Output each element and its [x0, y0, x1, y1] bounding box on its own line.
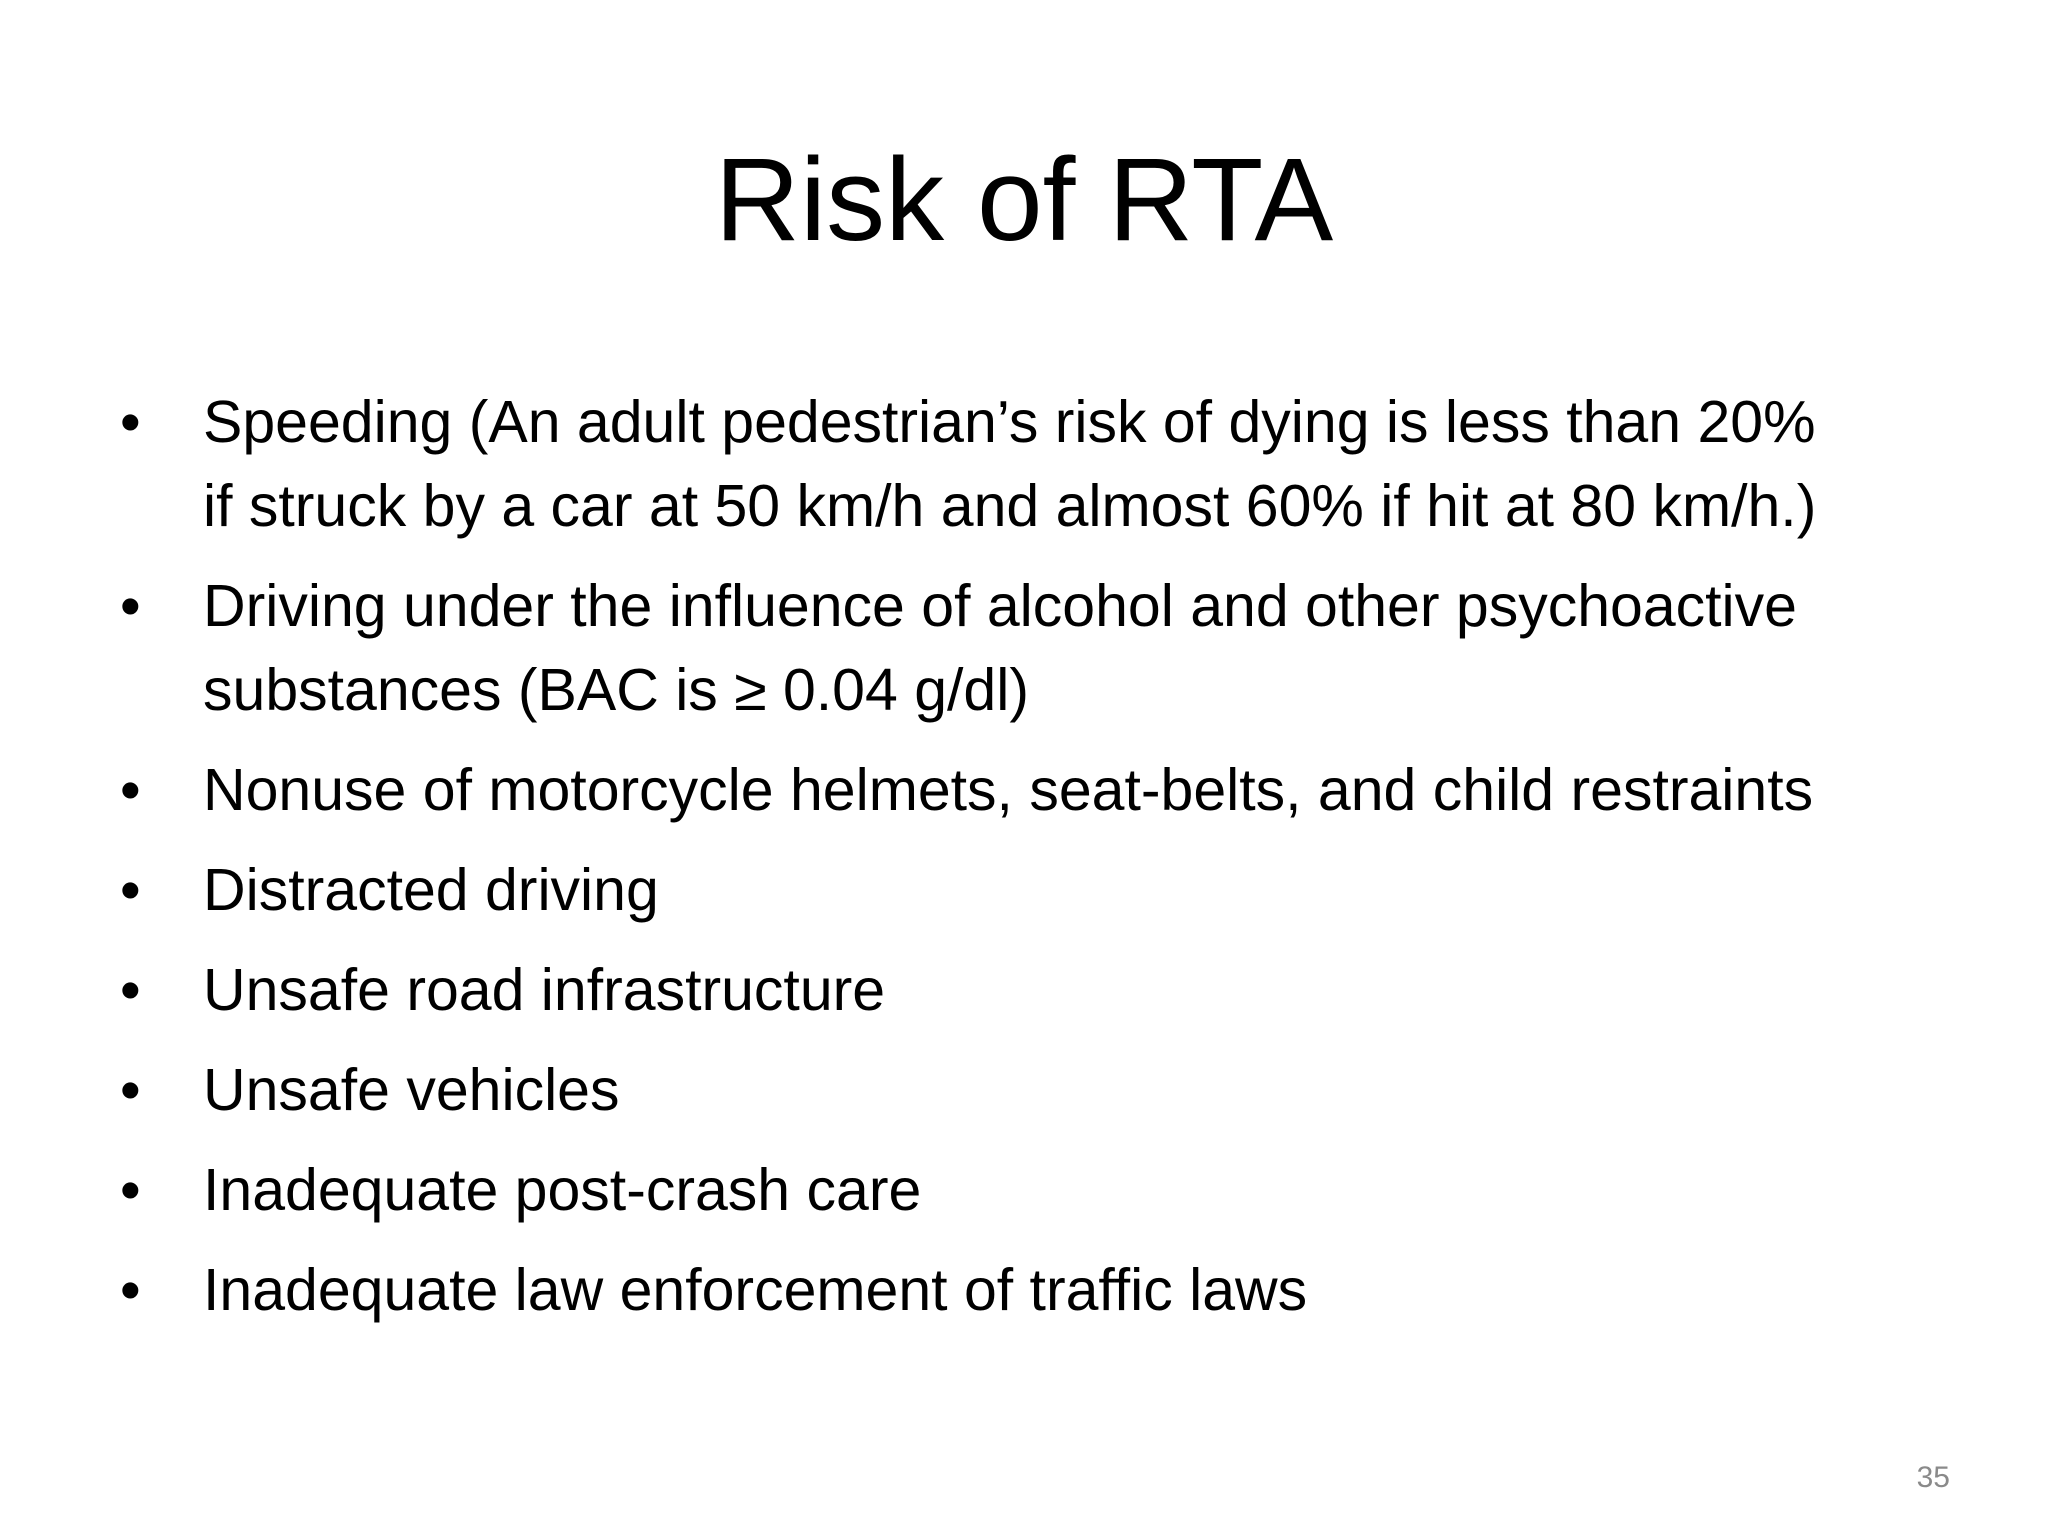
bullet-item-nonuse-of-restraints — [120, 748, 2020, 832]
bullet-text-line: Driving under the influence of alcohol and other psychoactive — [203, 573, 1797, 639]
bullet-text-line: Inadequate post-crash care — [203, 1157, 922, 1223]
bullet-icon: • — [120, 957, 141, 1023]
bullet-icon: • — [120, 1257, 141, 1323]
bullet-text-line: Unsafe vehicles — [203, 1057, 620, 1123]
bullet-text-line: Speeding (An adult pedestrian’s risk of dying is less than 20% — [203, 389, 1816, 455]
bullet-icon: • — [120, 1157, 141, 1223]
slide-title: Risk of RTA — [714, 134, 1334, 266]
bullet-icon: • — [120, 1057, 141, 1123]
bullet-icon: • — [120, 857, 141, 923]
bullet-icon: • — [120, 389, 141, 455]
bullet-text-line: Nonuse of motorcycle helmets, seat-belts, and child restraints — [203, 757, 1814, 823]
bullet-text-line: substances (BAC is ≥ 0.04 g/dl) — [203, 657, 1029, 723]
page-number: 35 — [1916, 1461, 1950, 1494]
bullet-item-post-crash-care — [120, 1148, 2020, 1232]
bullet-item-unsafe-vehicles — [120, 1048, 2020, 1132]
bullet-text-line: Inadequate law enforcement of traffic laws — [203, 1257, 1308, 1323]
bullet-icon: • — [120, 757, 141, 823]
bullet-text-line: Distracted driving — [203, 857, 659, 923]
bullet-item-speeding — [120, 380, 2020, 548]
bullet-item-distracted-driving — [120, 848, 2020, 932]
bullet-text-line: if struck by a car at 50 km/h and almost 60% if hit at 80 km/h.) — [203, 473, 1817, 539]
bullet-item-driving-under-influence — [120, 564, 2020, 732]
bullet-icon: • — [120, 573, 141, 639]
bullet-list — [120, 380, 2020, 1348]
bullet-item-law-enforcement — [120, 1248, 2020, 1332]
bullet-item-unsafe-road-infrastructure — [120, 948, 2020, 1032]
bullet-text-line: Unsafe road infrastructure — [203, 957, 886, 1023]
